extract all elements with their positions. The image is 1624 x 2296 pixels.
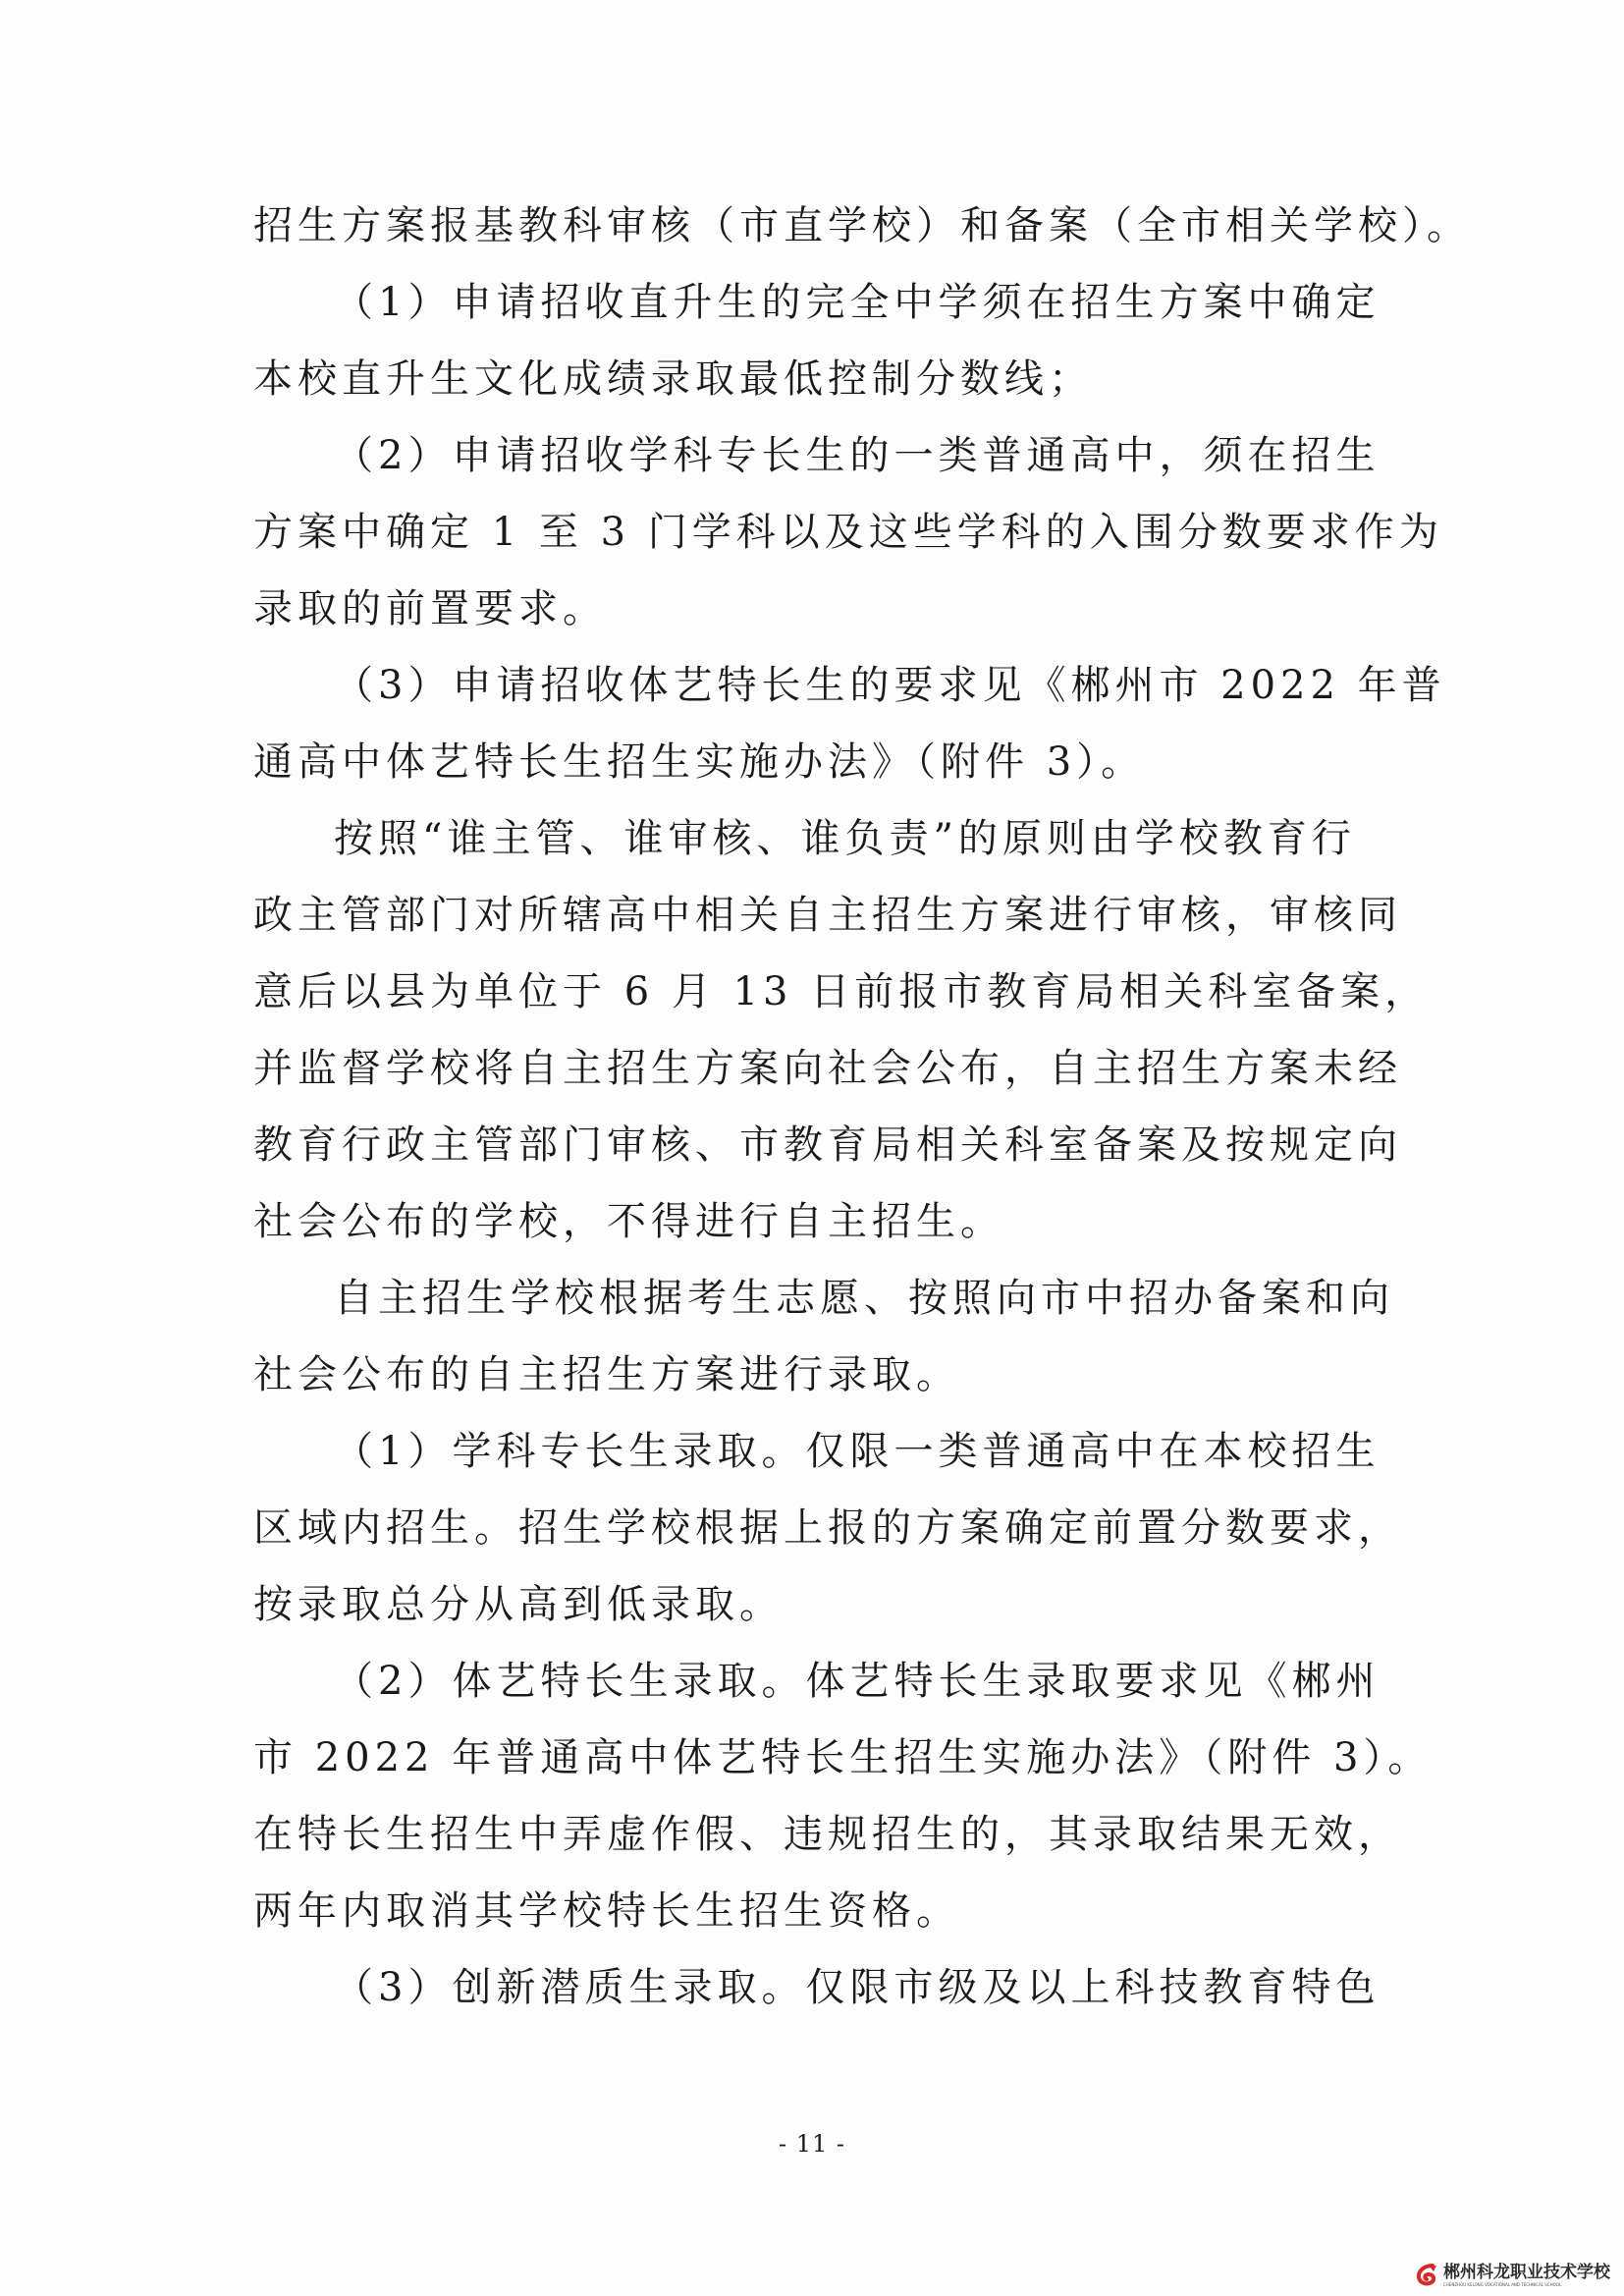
- text-line: 政主管部门对所辖高中相关自主招生方案进行审核，审核同: [253, 893, 1402, 938]
- text-line: （3）创新潜质生录取。仅限市级及以上科技教育特色: [334, 1965, 1380, 2010]
- text-line: 意后以县为单位于 6 月 13 日前报市教育局相关科室备案，: [253, 969, 1430, 1014]
- text-line: （2）体艺特长生录取。体艺特长生录取要求见《郴州: [334, 1659, 1380, 1704]
- text-line: 自主招生学校根据考生志愿、按照向市中招办备案和向: [334, 1276, 1394, 1321]
- school-logo-icon: [1414, 2263, 1439, 2288]
- text-line: （3）申请招收体艺特长生的要求见《郴州市 2022 年普: [334, 663, 1446, 708]
- text-line: 社会公布的学校，不得进行自主招生。: [253, 1199, 1004, 1244]
- text-line: 通高中体艺特长生招生实施办法》（附件 3）。: [253, 739, 1146, 785]
- text-line: 市 2022 年普通高中体艺特长生招生实施办法》（附件 3）。: [253, 1735, 1433, 1780]
- page-number: - 11 -: [778, 2130, 845, 2158]
- text-line: （1）申请招收直升生的完全中学须在招生方案中确定: [334, 280, 1380, 325]
- text-line: 教育行政主管部门审核、市教育局相关科室备案及按规定向: [253, 1122, 1402, 1168]
- text-line: 社会公布的自主招生方案进行录取。: [253, 1352, 960, 1397]
- school-name: 郴州科龙职业技术学校: [1443, 2262, 1610, 2282]
- school-subtitle: CHENZHOU KELONG VOCATIONAL AND TECHNICAL SCHOOL: [1443, 2281, 1562, 2287]
- text-line: （2）申请招收学科专长生的一类普通高中，须在招生: [334, 433, 1380, 478]
- text-line: 招生方案报基教科审核（市直学校）和备案（全市相关学校）。: [253, 203, 1471, 248]
- text-line: 两年内取消其学校特长生招生资格。: [253, 1888, 960, 1934]
- text-line: 按照“谁主管、谁审核、谁负责”的原则由学校教育行: [334, 816, 1356, 861]
- text-line: 区域内招生。招生学校根据上报的方案确定前置分数要求，: [253, 1505, 1402, 1551]
- school-watermark: [1414, 2259, 1620, 2292]
- text-line: 方案中确定 1 至 3 门学科以及这些学科的入围分数要求作为: [253, 510, 1443, 555]
- school-name-block: [1443, 2262, 1610, 2287]
- text-line: 在特长生招生中弄虚作假、违规招生的，其录取结果无效，: [253, 1812, 1402, 1857]
- text-line: 录取的前置要求。: [253, 586, 607, 631]
- text-line: 按录取总分从高到低录取。: [253, 1582, 784, 1627]
- text-line: 本校直升生文化成绩录取最低控制分数线；: [253, 356, 1093, 402]
- text-line: （1）学科专长生录取。仅限一类普通高中在本校招生: [334, 1429, 1380, 1474]
- text-line: 并监督学校将自主招生方案向社会公布，自主招生方案未经: [253, 1046, 1402, 1091]
